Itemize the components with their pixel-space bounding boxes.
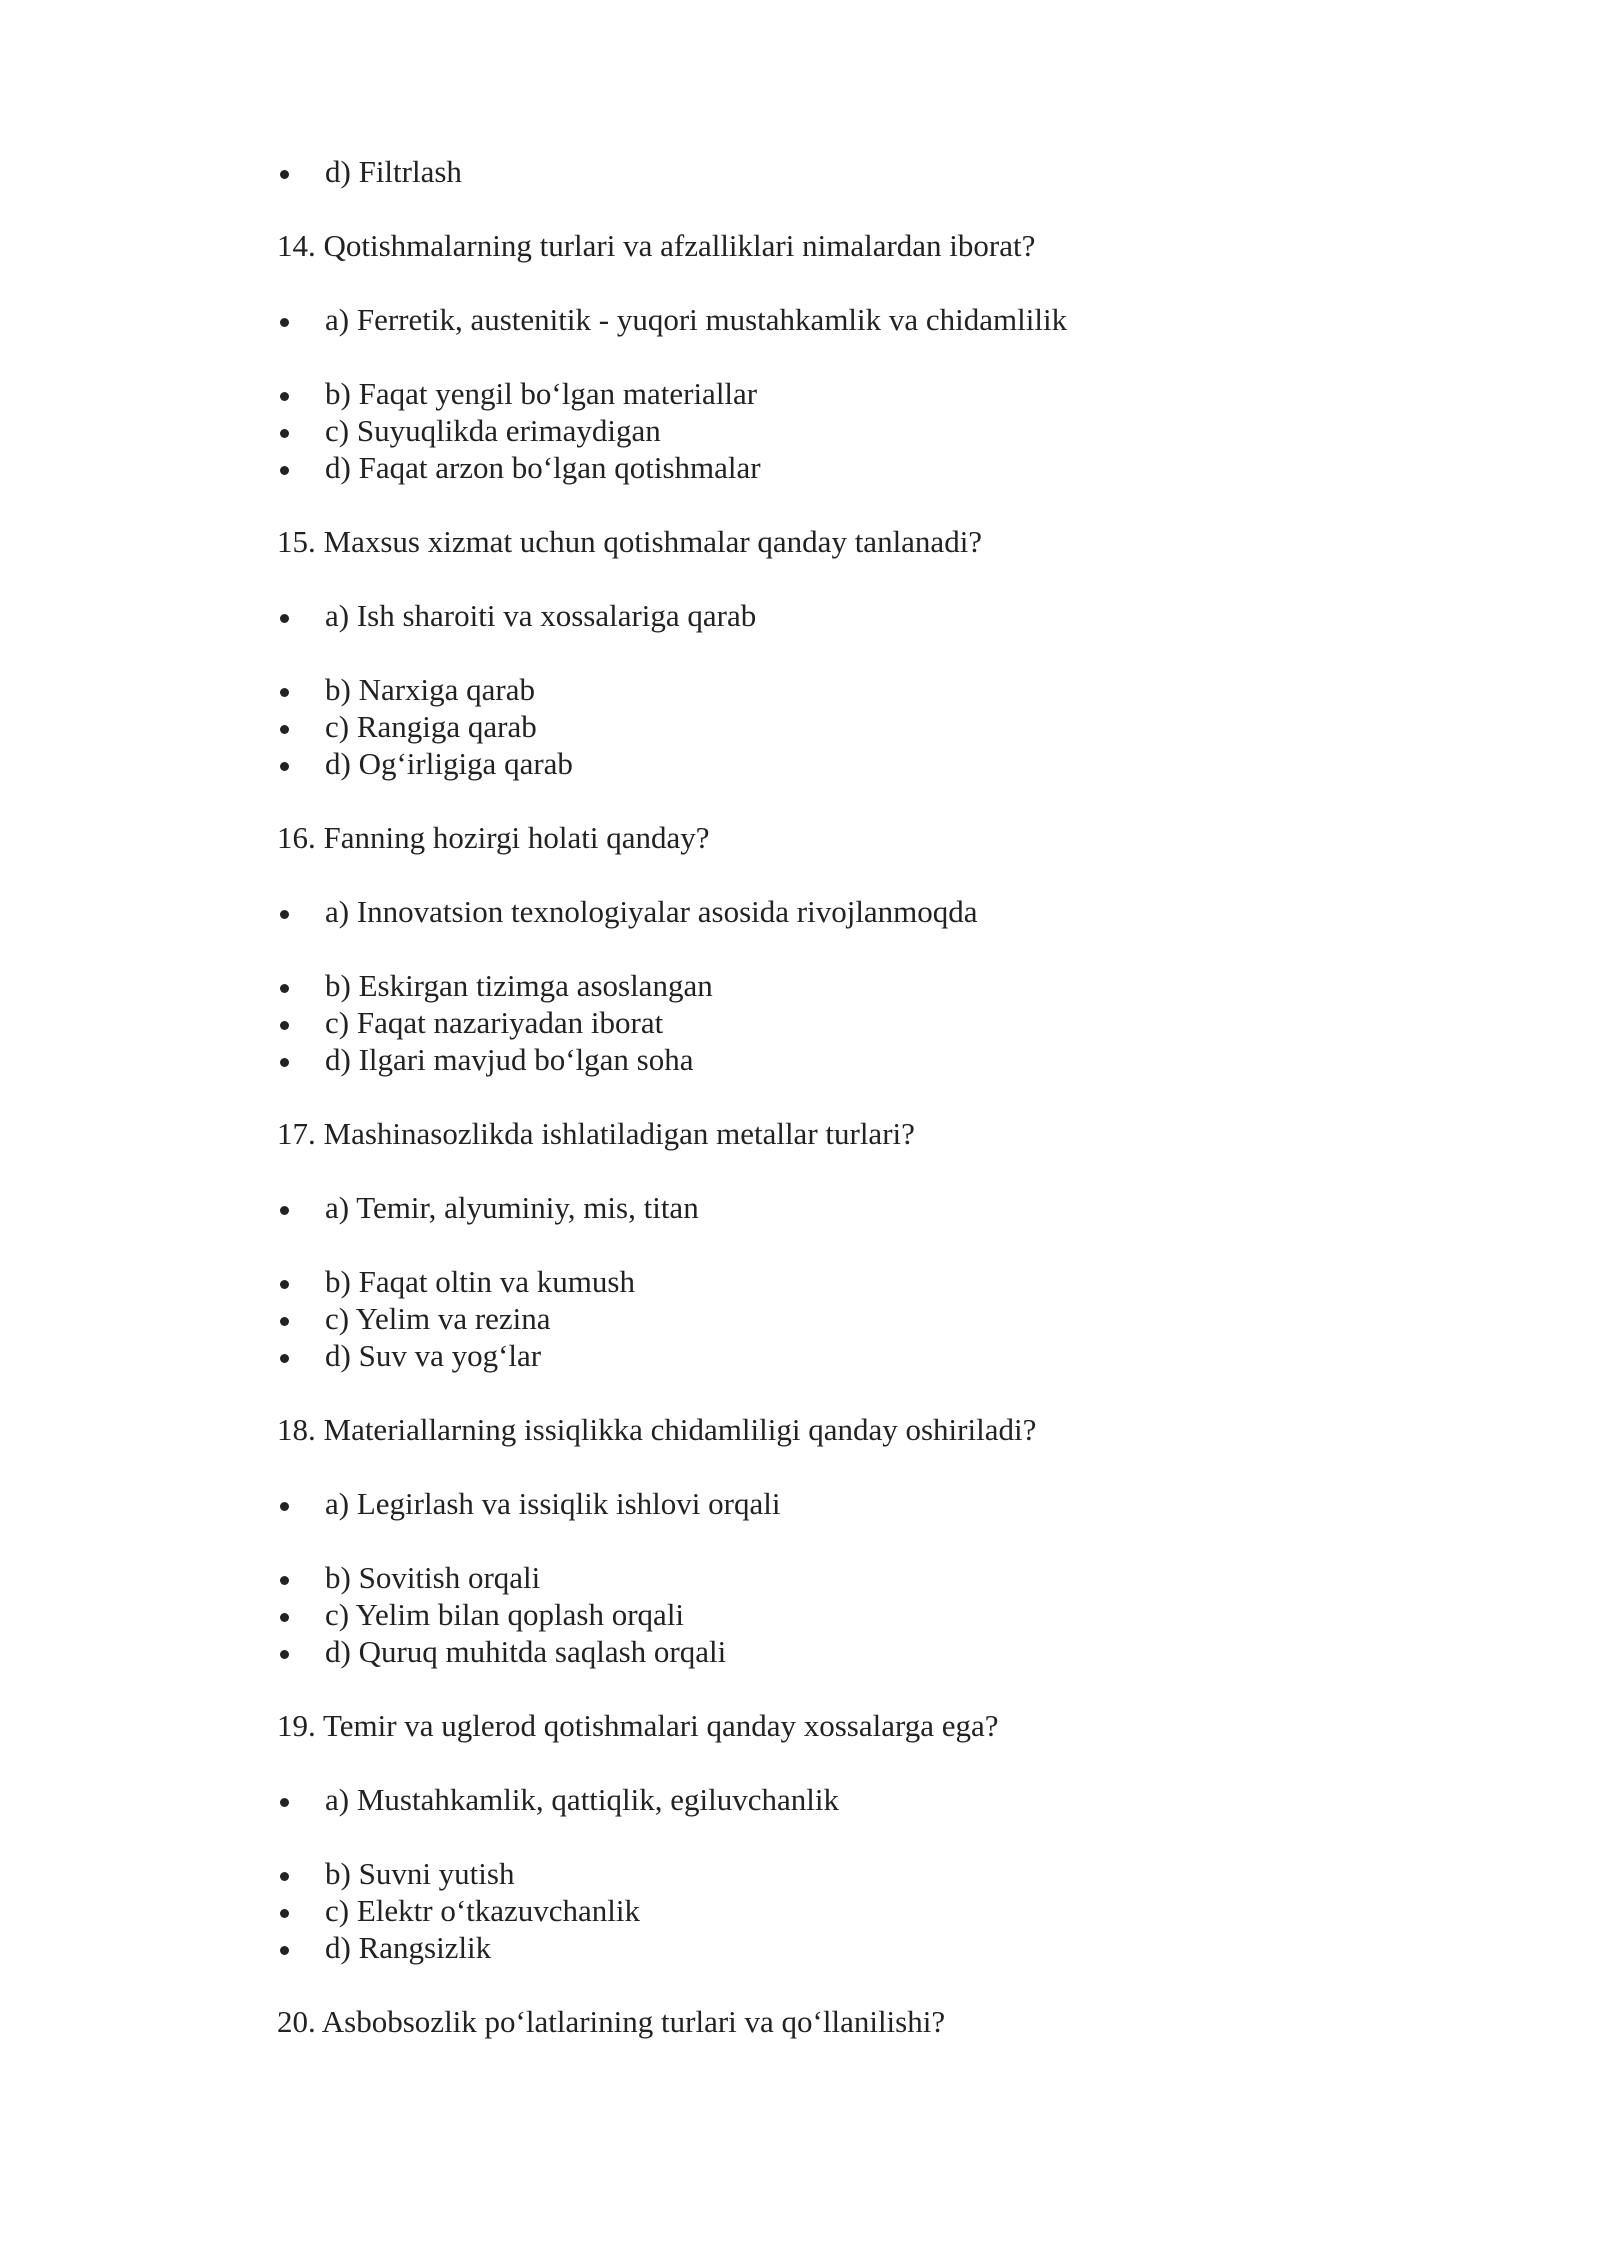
bullet-icon — [280, 170, 289, 179]
answer-option-text: c) Rangiga qarab — [325, 709, 537, 744]
answer-option-text: d) Ilgari mavjud bo‘lgan soha — [325, 1042, 694, 1077]
answer-option-text: a) Legirlash va issiqlik ishlovi orqali — [325, 1486, 781, 1521]
bullet-icon — [280, 1058, 289, 1067]
bullet-icon — [280, 1798, 289, 1807]
question-text: 18. Materiallarning issiqlikka chidamliligi qanday oshiriladi? — [277, 1412, 1037, 1447]
answer-option-text: b) Narxiga qarab — [325, 672, 536, 707]
bullet-icon — [280, 1613, 289, 1622]
answer-option-text: d) Rangsizlik — [325, 1930, 492, 1965]
answer-option-text: a) Ish sharoiti va xossalariga qarab — [325, 598, 757, 633]
answer-option-text: d) Faqat arzon bo‘lgan qotishmalar — [325, 450, 761, 485]
answer-option-text: b) Sovitish orqali — [325, 1560, 541, 1595]
answer-option-text: b) Suvni yutish — [325, 1856, 515, 1891]
bullet-icon — [280, 1650, 289, 1659]
question-text: 15. Maxsus xizmat uchun qotishmalar qanday tanlanadi? — [277, 524, 983, 559]
bullet-icon — [280, 725, 289, 734]
answer-option-text: a) Mustahkamlik, qattiqlik, egiluvchanlik — [325, 1782, 839, 1817]
question-text: 16. Fanning hozirgi holati qanday? — [277, 820, 710, 855]
answer-option-text: d) Suv va yog‘lar — [325, 1338, 542, 1373]
bullet-icon — [280, 1502, 289, 1511]
answer-option-text: a) Innovatsion texnologiyalar asosida rivojlanmoqda — [325, 894, 978, 929]
question-text: 19. Temir va uglerod qotishmalari qanday xossalarga ega? — [277, 1708, 999, 1743]
answer-option-text: c) Suyuqlikda erimaydigan — [325, 413, 661, 448]
answer-option-text: b) Faqat oltin va kumush — [325, 1264, 635, 1299]
answer-option-text: d) Filtrlash — [325, 154, 462, 189]
answer-option-text: c) Yelim bilan qoplash orqali — [325, 1597, 685, 1632]
bullet-icon — [280, 688, 289, 697]
bullet-icon — [280, 1946, 289, 1955]
bullet-icon — [280, 1354, 289, 1363]
answer-option-text: d) Og‘irligiga qarab — [325, 746, 573, 781]
bullet-icon — [280, 1021, 289, 1030]
bullet-icon — [280, 1280, 289, 1289]
answer-option-text: c) Yelim va rezina — [325, 1301, 551, 1336]
bullet-icon — [280, 466, 289, 475]
bullet-icon — [280, 1872, 289, 1881]
bullet-icon — [280, 1206, 289, 1215]
bullet-icon — [280, 762, 289, 771]
question-text: 14. Qotishmalarning turlari va afzalliklari nimalardan iborat? — [277, 228, 1036, 263]
bullet-icon — [280, 1909, 289, 1918]
question-text: 17. Mashinasozlikda ishlatiladigan metallar turlari? — [277, 1116, 915, 1151]
answer-option-text: a) Temir, alyuminiy, mis, titan — [325, 1190, 699, 1225]
bullet-icon — [280, 1317, 289, 1326]
answer-option-text: a) Ferretik, austenitik - yuqori mustahkamlik va chidamlilik — [325, 302, 1068, 337]
bullet-icon — [280, 429, 289, 438]
answer-option-text: d) Quruq muhitda saqlash orqali — [325, 1634, 727, 1669]
bullet-icon — [280, 1576, 289, 1585]
question-text: 20. Asbobsozlik po‘latlarining turlari va qo‘llanilishi? — [277, 2004, 946, 2039]
bullet-icon — [280, 614, 289, 623]
bullet-icon — [280, 984, 289, 993]
bullet-icon — [280, 910, 289, 919]
answer-option-text: c) Elektr o‘tkazuvchanlik — [325, 1893, 641, 1928]
answer-option-text: b) Faqat yengil bo‘lgan materiallar — [325, 376, 758, 411]
answer-option-text: c) Faqat nazariyadan iborat — [325, 1005, 664, 1040]
answer-option-text: b) Eskirgan tizimga asoslangan — [325, 968, 713, 1003]
bullet-icon — [280, 318, 289, 327]
bullet-icon — [280, 392, 289, 401]
